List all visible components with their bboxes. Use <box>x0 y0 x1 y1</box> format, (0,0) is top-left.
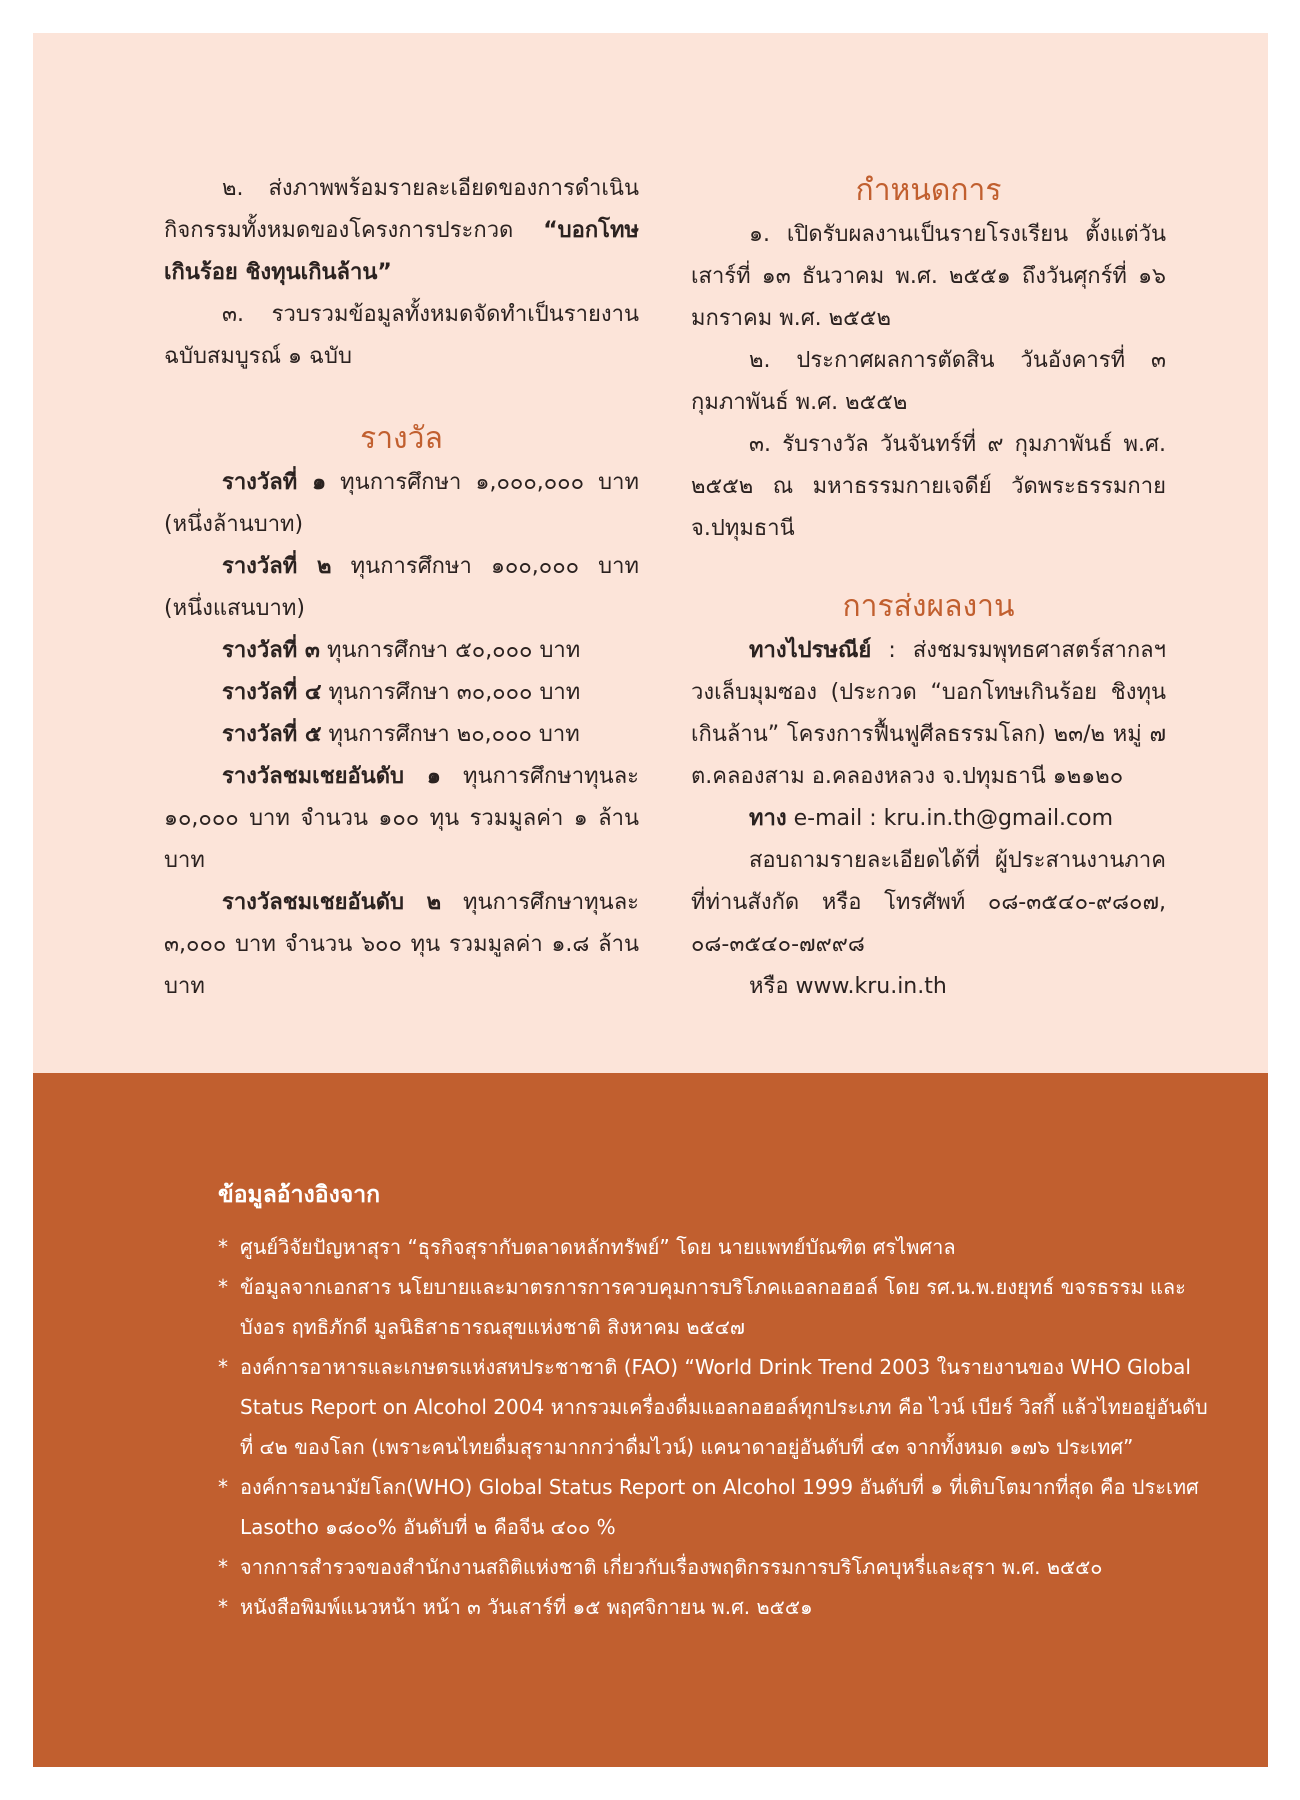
bullet: * <box>218 1475 228 1499</box>
award-text: ทุนการศึกษา ๕๐,๐๐๐ บาท <box>319 638 581 663</box>
schedule-item: ๑. เปิดรับผลงานเป็นรายโรงเรียน ตั้งแต่วันเสาร์ที่ ๑๓ ธันวาคม พ.ศ. ๒๕๕๑ ถึงวันศุกร์ที่ ๑๖ มกราคม พ.ศ. ๒๕๕๒ <box>691 222 1166 331</box>
left-column <box>164 168 639 1008</box>
reference-text: ข้อมูลจากเอกสาร นโยบายและมาตรการการควบคุมการบริโภคแอลกอฮอล์ โดย รศ.น.พ.ยงยุทธ์ ขจรธรรม และบังอร ฤทธิภักดี มูลนิธิสาธารณสุขแห่งชาติ สิงหาคม ๒๕๔๗ <box>240 1275 1186 1339</box>
award-text: ทุนการศึกษา ๑๐๐,๐๐๐ บาท (หนึ่งแสนบาท) <box>164 554 639 621</box>
award-label: รางวัลชมเชยอันดับ ๒ <box>222 890 442 915</box>
email-address: e-mail : kru.in.th@gmail.com <box>786 806 1114 831</box>
website-info: หรือ www.kru.in.th <box>749 974 947 999</box>
award-label: รางวัลที่ ๑ <box>222 470 327 495</box>
reference-item <box>218 1347 1208 1467</box>
reference-text: ศูนย์วิจัยปัญหาสุรา “ธุรกิจสุรากับตลาดหลักทรัพย์” โดย นายแพทย์บัณฑิต ศรไพศาล <box>240 1235 956 1259</box>
page <box>33 33 1268 1767</box>
references <box>218 1173 1208 1627</box>
reference-text: จากการสำรวจของสำนักงานสถิติแห่งชาติ เกี่ยวกับเรื่องพฤติกรรมการบริโภคบุหรี่และสุรา พ.ศ. ๒๕๕๐ <box>240 1555 1103 1579</box>
bullet: * <box>218 1595 228 1619</box>
award-1 <box>164 462 639 546</box>
reference-text: องค์การอนามัยโลก(WHO) Global Status Report on Alcohol 1999 อันดับที่ ๑ ที่เติบโตมากที่สุด คือ ประเทศ Lasotho ๑๘๐๐% อันดับที่ ๒ คือจีน ๔๐๐ % <box>240 1475 1199 1539</box>
right-column <box>691 168 1166 1008</box>
award-text: ทุนการศึกษาทุนละ ๑๐,๐๐๐ บาท จำนวน ๑๐๐ ทุน รวมมูลค่า ๑ ล้านบาท <box>164 764 639 873</box>
schedule-heading: กำหนดการ <box>855 173 1002 208</box>
honorable-mention-2 <box>164 882 639 1008</box>
info-panel <box>33 33 1268 1073</box>
schedule-item: ๓. รับรางวัล วันจันทร์ที่ ๙ กุมภาพันธ์ พ.ศ. ๒๕๕๒ ณ มหาธรรมกายเจดีย์ วัดพระธรรมกาย จ.ปทุมธานี <box>691 432 1166 541</box>
award-text: ทุนการศึกษา ๑,๐๐๐,๐๐๐ บาท (หนึ่งล้านบาท) <box>164 470 639 537</box>
award-2 <box>164 546 639 630</box>
award-3 <box>164 630 639 672</box>
award-text: ทุนการศึกษาทุนละ ๓,๐๐๐ บาท จำนวน ๖๐๐ ทุน รวมมูลค่า ๑.๘ ล้านบาท <box>164 890 639 999</box>
honorable-mention-1 <box>164 756 639 882</box>
references-title: ข้อมูลอ้างอิงจาก <box>218 1182 381 1208</box>
email-submission <box>691 798 1166 840</box>
award-label: รางวัลที่ ๒ <box>222 554 332 579</box>
award-5 <box>164 714 639 756</box>
postal-submission <box>691 630 1166 798</box>
reference-item <box>218 1227 1208 1267</box>
bullet: * <box>218 1235 228 1259</box>
schedule-item: ๒. ประกาศผลการตัดสิน วันอังคารที่ ๓ กุมภาพันธ์ พ.ศ. ๒๕๕๒ <box>691 348 1166 415</box>
award-label: รางวัลชมเชยอันดับ ๑ <box>222 764 441 789</box>
award-4 <box>164 672 639 714</box>
email-label: ทาง <box>749 806 787 831</box>
reference-item <box>218 1547 1208 1587</box>
references-panel <box>33 1073 1268 1767</box>
award-label: รางวัลที่ ๔ <box>222 680 322 705</box>
inquiry-info: สอบถามรายละเอียดได้ที่ ผู้ประสานงานภาค ที่ท่านสังกัด หรือ โทรศัพท์ ๐๘-๓๕๔๐-๙๘๐๗, ๐๘-๓๕๔๐-๗๙๙๘ <box>691 848 1166 957</box>
step-3-paragraph: ๓. รวบรวมข้อมูลทั้งหมดจัดทำเป็นรายงานฉบับสมบูรณ์ ๑ ฉบับ <box>164 302 639 369</box>
award-label: รางวัลที่ ๓ <box>222 638 320 663</box>
reference-text: หนังสือพิมพ์แนวหน้า หน้า ๓ วันเสาร์ที่ ๑๕ พฤศจิกายน พ.ศ. ๒๕๕๑ <box>240 1595 813 1619</box>
award-text: ทุนการศึกษา ๒๐,๐๐๐ บาท <box>321 722 580 747</box>
bullet: * <box>218 1355 228 1379</box>
reference-item <box>218 1267 1208 1347</box>
award-label: รางวัลที่ ๕ <box>222 722 322 747</box>
award-text: ทุนการศึกษา ๓๐,๐๐๐ บาท <box>321 680 581 705</box>
contest-name: “บอกโทษเกินร้อย ชิงทุนเกินล้าน” <box>164 218 639 285</box>
step-2-text: ๒. ส่งภาพพร้อมรายละเอียดของการดำเนินกิจกรรมทั้งหมดของโครงการประกวด <box>164 176 639 243</box>
reference-item <box>218 1587 1208 1627</box>
awards-heading: รางวัล <box>360 421 443 456</box>
bullet: * <box>218 1275 228 1299</box>
reference-text: องค์การอาหารและเกษตรแห่งสหประชาชาติ (FAO) “World Drink Trend 2003 ในรายงานของ WHO Global Status Report on Alcohol 2004 หากรวมเครื่องดื่มแอลกอฮอล์ทุกประเภท คือ ไวน์ เบียร์ วิสกี้ แล้วไทยอยู่อันดับที่ ๔๒ ของโลก (เพราะคนไทยดื่มสุรามากกว่าดื่มไวน์) แคนาดาอยู่อันดับที่ ๔๓ จากทั้งหมด ๑๗๖ ประเทศ” <box>240 1355 1208 1459</box>
step-2-paragraph <box>164 168 639 294</box>
bullet: * <box>218 1555 228 1579</box>
postal-label: ทางไปรษณีย์ <box>749 638 872 663</box>
submission-heading: การส่งผลงาน <box>842 589 1015 624</box>
reference-item <box>218 1467 1208 1547</box>
postal-address: : ส่งชมรมพุทธศาสตร์สากลฯ วงเล็บมุมซอง (ประกวด “บอกโทษเกินร้อย ชิงทุนเกินล้าน” โครงการฟื้นฟูศีลธรรมโลก) ๒๓/๒ หมู่ ๗ ต.คลองสาม อ.คลองหลวง จ.ปทุมธานี ๑๒๑๒๐ <box>691 638 1166 789</box>
